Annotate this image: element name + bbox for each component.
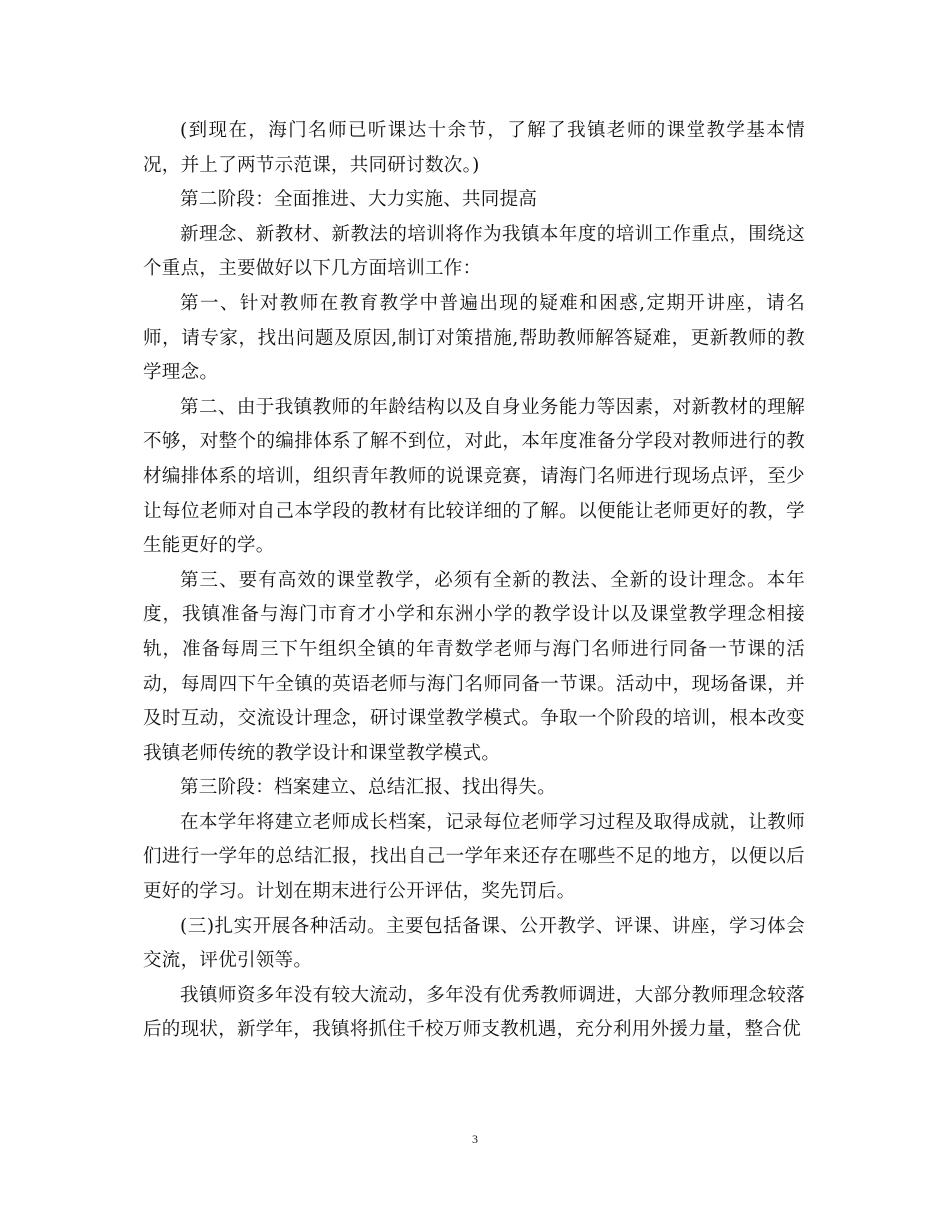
page-body	[143, 114, 805, 1048]
heading-stage-two: 第二阶段：全面推进、大力实施、共同提高	[180, 189, 538, 211]
paragraph-point-two: 第二、由于我镇教师的年龄结构以及自身业务能力等因素，对新教材的理解不够，对整个的编排体系了解不到位，对此，本年度准备分学段对教师进行的教材编排体系的培训，组织青年教师的说课竞赛，请海门名师进行现场点评，至少让每位老师对自己本学段的教材有比较详细的了解。以便能让老师更好的教，学生能更好的学。	[143, 396, 805, 557]
paragraph-point-one: 第一、针对教师在教育教学中普遍出现的疑难和困惑,定期开讲座，请名师，请专家，找出问题及原因,制订对策措施,帮助教师解答疑难，更新教师的教学理念。	[143, 292, 805, 384]
heading-stage-three: 第三阶段：档案建立、总结汇报、找出得失。	[180, 777, 557, 799]
paragraph-observation-note: (到现在，海门名师已听课达十余节，了解了我镇老师的课堂教学基本情况，并上了两节示范课，共同研讨数次。)	[143, 120, 805, 176]
paragraph-activities: (三)扎实开展各种活动。主要包括备课、公开教学、评课、讲座，学习体会交流，评优引领等。	[143, 915, 805, 972]
paragraph-staff-situation: 我镇师资多年没有较大流动，多年没有优秀教师调进，大部分教师理念较落后的现状，新学年，我镇将抓住千校万师支教机遇，充分利用外援力量，整合优	[143, 984, 805, 1041]
paragraph-training-focus: 新理念、新教材、新教法的培训将作为我镇本年度的培训工作重点，围绕这个重点，主要做好以下几方面培训工作：	[143, 223, 805, 280]
page-number: 3	[472, 1132, 478, 1146]
paragraph-growth-archive: 在本学年将建立老师成长档案，记录每位老师学习过程及取得成就，让教师们进行一学年的总结汇报，找出自己一学年来还存在哪些不足的地方，以便以后更好的学习。计划在期末进行公开评估，奖先罚后。	[143, 811, 805, 903]
paragraph-point-three: 第三、要有高效的课堂教学，必须有全新的教法、全新的设计理念。本年度，我镇准备与海门市育才小学和东洲小学的教学设计以及课堂教学理念相接轨，准备每周三下午组织全镇的年青数学老师与海门名师进行同备一节课的活动，每周四下午全镇的英语老师与海门名师同备一节课。活动中，现场备课，并及时互动，交流设计理念，研讨课堂教学模式。争取一个阶段的培训，根本改变我镇老师传统的教学设计和课堂教学模式。	[143, 569, 805, 764]
